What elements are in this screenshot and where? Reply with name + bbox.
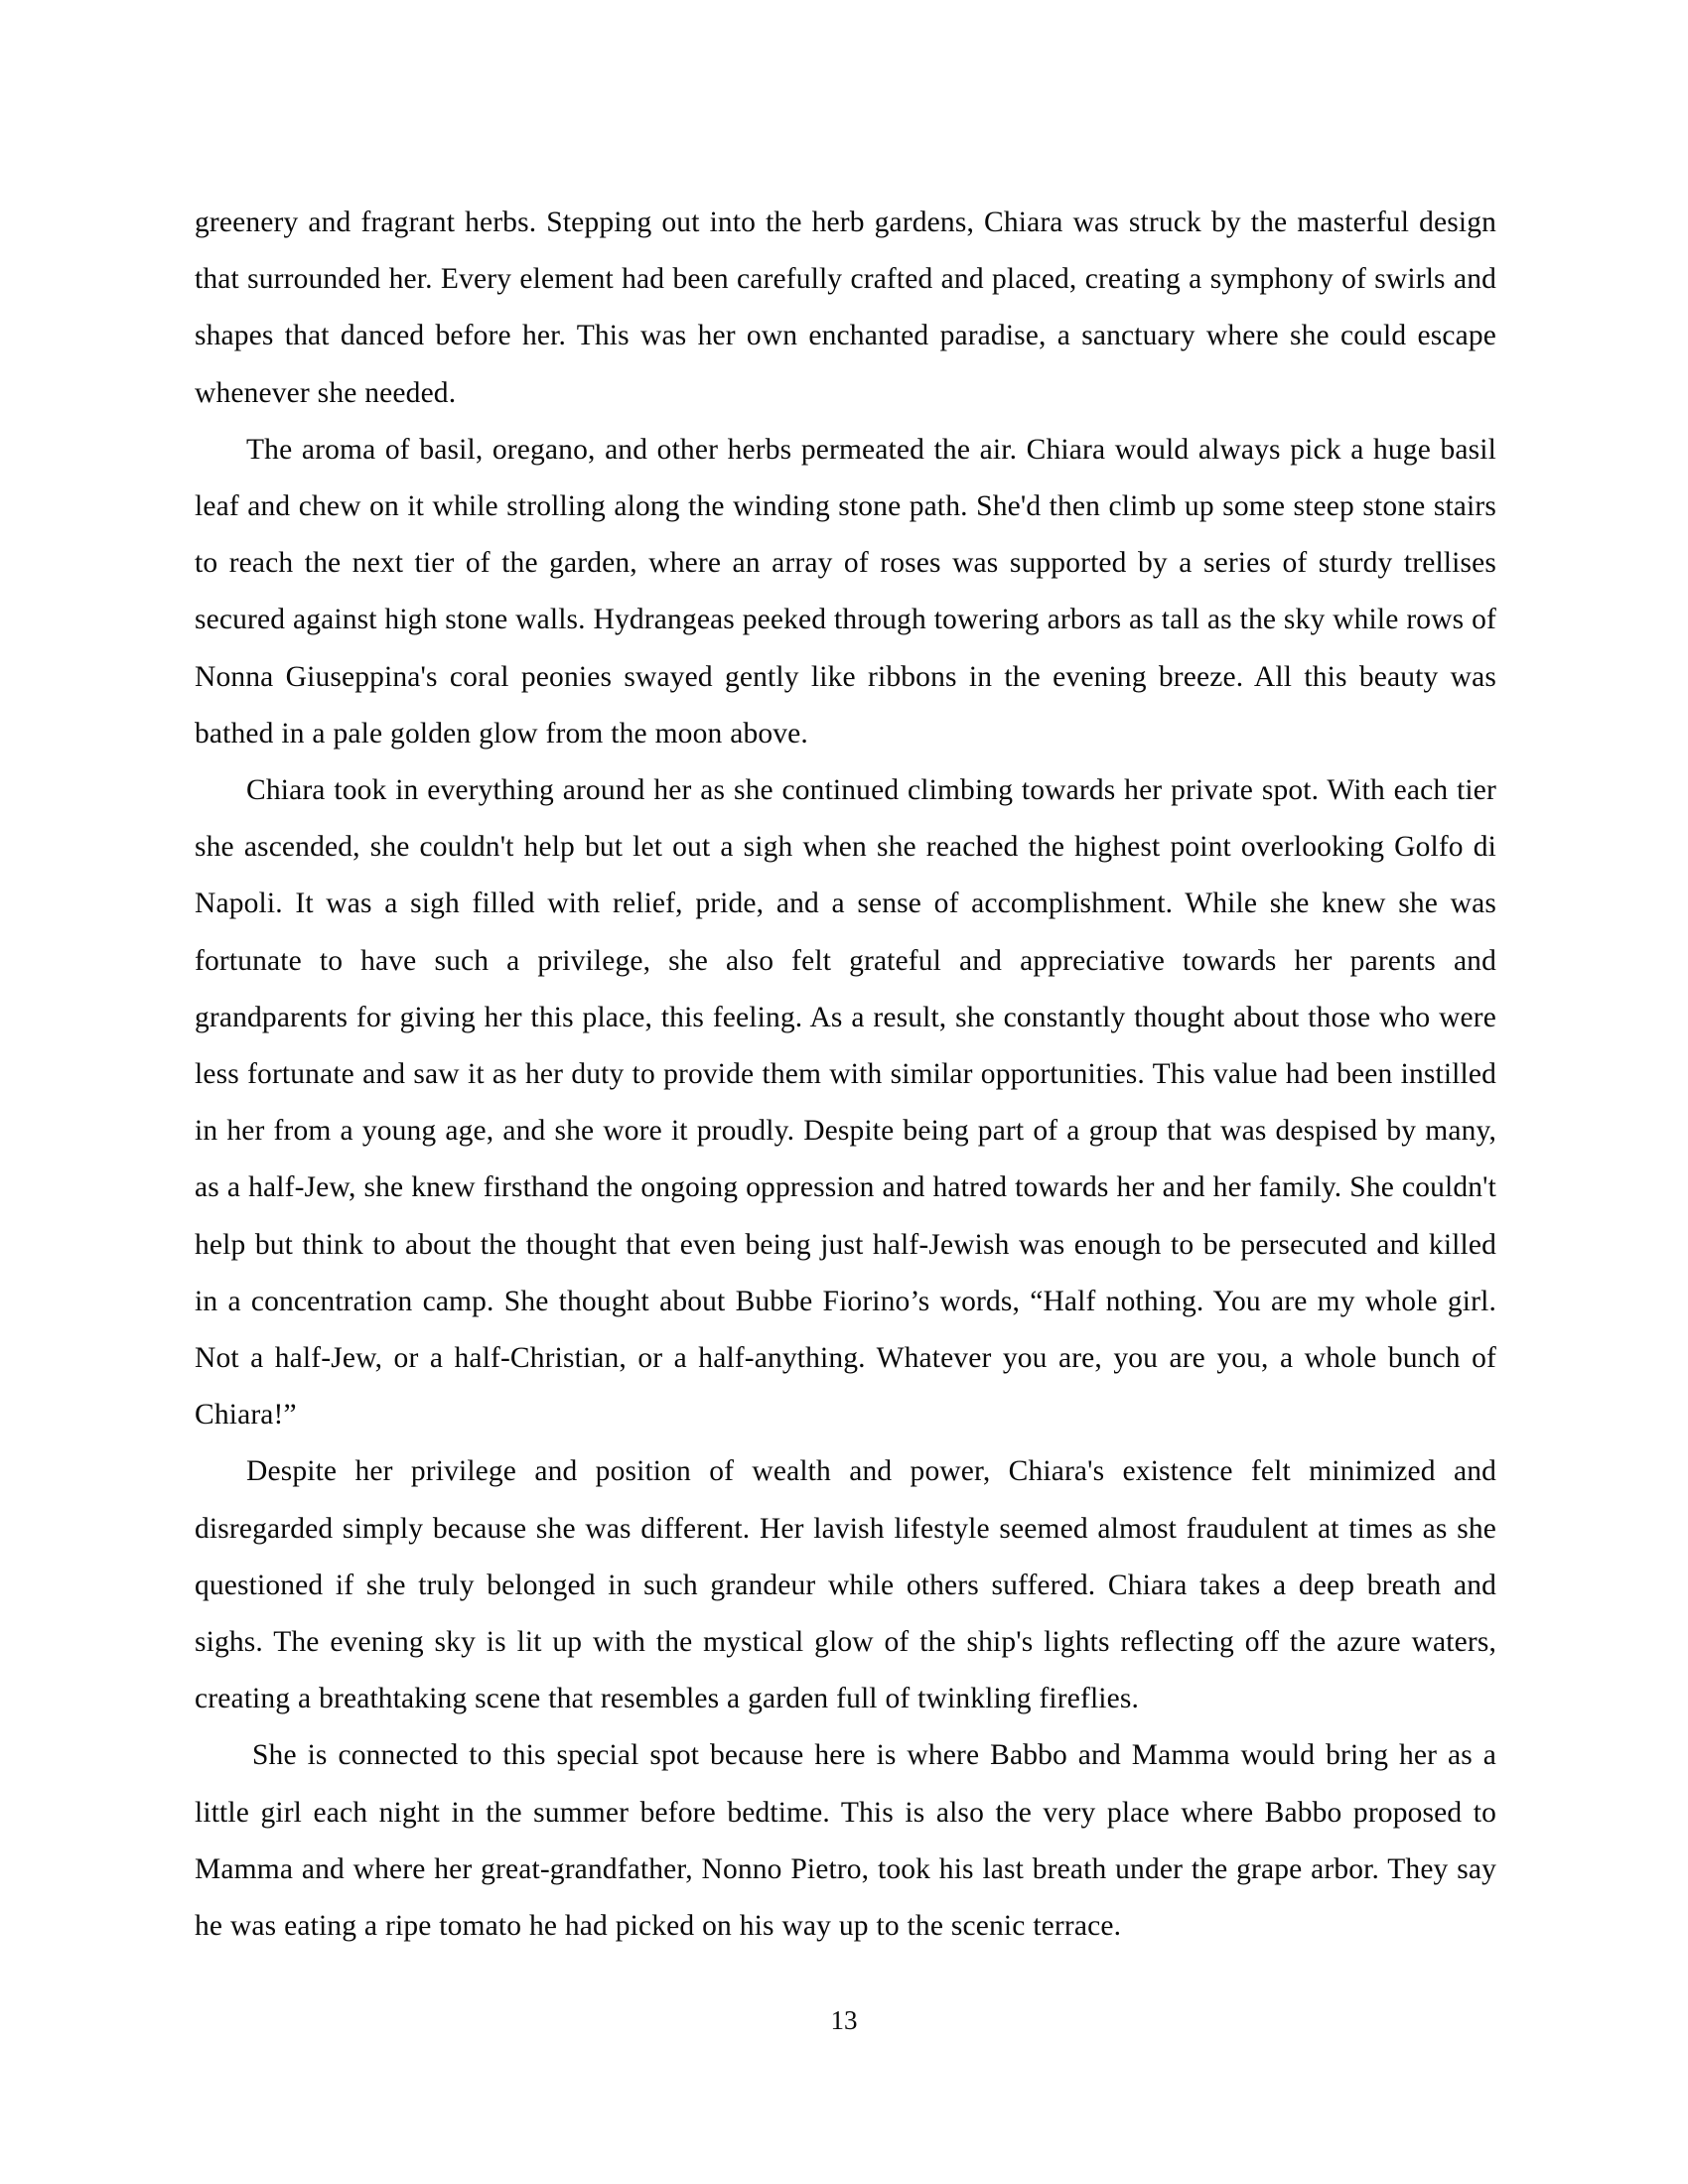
text-column [195,195,1496,1955]
paragraph-aroma: The aroma of basil, oregano, and other herbs permeated the air. Chiara would always pick a huge basil leaf and chew on it while strolling along the winding stone path. She'd then climb up some steep stone stairs to reach the next tier of the garden, where an array of roses was supported by a series of sturdy trellises secured against high stone walls. Hydrangeas peeked through towering arbors as tall as the sky while rows of Nonna Giuseppina's coral peonies swayed gently like ribbons in the evening breeze. All this beauty was bathed in a pale golden glow from the moon above. [195,433,1496,750]
page-number: 13 [830,2005,858,2035]
paragraph-privilege: Despite her privilege and position of wealth and power, Chiara's existence felt minimized and disregarded simply because she was different. Her lavish lifestyle seemed almost fraudulent at times as she questioned if she truly belonged in such grandeur while others suffered. Chiara takes a deep breath and sighs. The evening sky is lit up with the mystical glow of the ship's lights reflecting off the azure waters, creating a breathtaking scene that resembles a garden full of twinkling fireflies. [195,1455,1496,1715]
paragraph-climbing: Chiara took in everything around her as she continued climbing towards her private spot. With each tier she ascended, she couldn't help but let out a sigh when she reached the highest point overlooking Golfo di Napoli. It was a sigh filled with relief, pride, and a sense of accomplishment. While she knew she was fortunate to have such a privilege, she also felt grateful and appreciative towards her parents and grandparents for giving her this place, this feeling. As a result, she constantly thought about those who were less fortunate and saw it as her duty to provide them with similar opportunities. This value had been instilled in her from a young age, and she wore it proudly. Despite being part of a group that was despised by many, as a half-Jew, she knew firsthand the ongoing oppression and hatred towards her and her family. She couldn't help but think to about the thought that even being just half-Jewish was enough to be persecuted and killed in a concentration camp. She thought about Bubbe Fiorino’s words, “Half nothing. You are my whole girl. Not a half-Jew, or a half-Christian, or a half-anything. Whatever you are, you are you, a whole bunch of Chiara!” [195,774,1496,1432]
paragraph-connected: She is connected to this special spot because here is where Babbo and Mamma would bring her as a little girl each night in the summer before bedtime. This is also the very place where Babbo proposed to Mamma and where her great-grandfather, Nonno Pietro, took his last breath under the grape arbor. They say he was eating a ripe tomato he had picked on his way up to the scenic terrace. [195,1739,1496,1943]
paragraph-continued: greenery and fragrant herbs. Stepping out into the herb gardens, Chiara was struck by the masterful design that surrounded her. Every element had been carefully crafted and placed, creating a symphony of swirls and shapes that danced before her. This was her own enchanted paradise, a sanctuary where she could escape whenever she needed. [195,206,1496,409]
